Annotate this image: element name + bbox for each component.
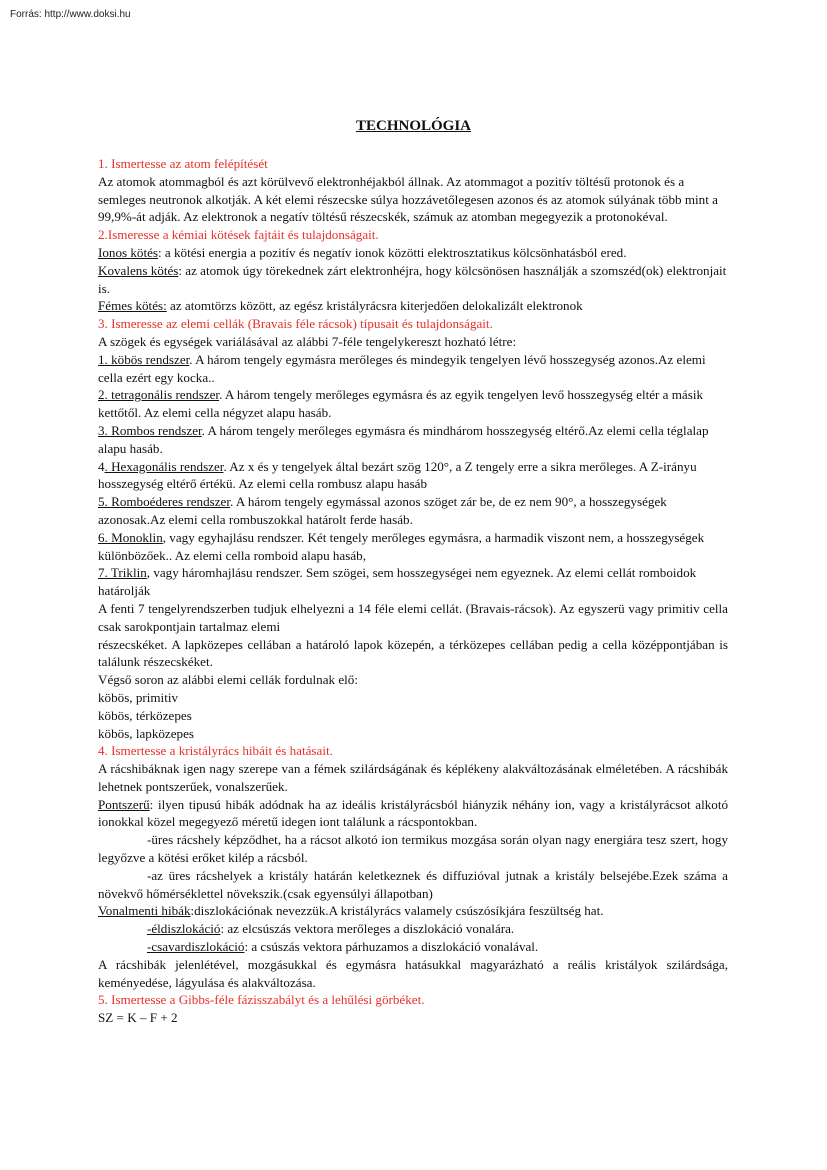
bravais-paragraph-2: részecskéket. A lapközepes cellában a határoló lapok közepén, a térközepes cellában pedig a cella középpontjában is találunk részecskéket. bbox=[98, 636, 728, 670]
point-defects-term: Pontszerű bbox=[98, 796, 150, 812]
system-term: 5. Romboéderes rendszer bbox=[98, 494, 230, 510]
question-5-heading: 5. Ismertesse a Gibbs-féle fázisszabályt és a lehűlési görbéket. bbox=[98, 992, 425, 1008]
screw-dislocation bbox=[98, 938, 728, 956]
cells-intro: Végső soron az alábbi elemi cellák fordulnak elő: bbox=[98, 672, 358, 688]
bond-item bbox=[98, 297, 728, 315]
point-defects bbox=[98, 796, 728, 832]
page-title: TECHNOLÓGIA bbox=[355, 118, 472, 134]
bravais-paragraph-1: A fenti 7 tengelyrendszerben tudjuk elhelyezni a 14 féle elemi cellát. (Bravais-rácsok). Az egyszerü vagy primitiv cella csak sarokpontjain tartalmaz elemi bbox=[98, 600, 728, 634]
bond-item bbox=[98, 262, 728, 298]
crystal-system bbox=[98, 493, 728, 529]
system-text: . A három tengely egymással azonos szöget zár be, de ez nem 90°, a hosszegységek azonosak.Az elemi cella rombuszokkal határolt ferde hasáb. bbox=[98, 494, 667, 527]
system-term: 7. Triklin bbox=[98, 565, 147, 581]
vacancy-text: -üres rácshely képződhet, ha a rácsot alkotó ion termikus mozgása során olyan nagy energiára tesz szert, hogy legyőzve a kötési erőket kilép a rácsból. bbox=[98, 832, 728, 866]
bond-item bbox=[98, 244, 728, 262]
bond-term: Fémes kötés: bbox=[98, 298, 167, 314]
crystal-system bbox=[98, 458, 728, 494]
edge-dislocation-term: -éldiszlokáció bbox=[147, 921, 221, 937]
system-term: 2. tetragonális rendszer bbox=[98, 387, 220, 403]
question-1-heading: 1. Ismertesse az atom felépítését bbox=[98, 156, 268, 171]
screw-dislocation-term: -csavardiszlokáció bbox=[147, 939, 245, 955]
edge-dislocation-text: : az elcsúszás vektora merőleges a diszlokáció vonalára. bbox=[220, 921, 515, 937]
question-1-answer: Az atomok atommagból és azt körülvevő elektronhéjakból állnak. Az atommagot a pozitív töltésű protonok és a semleges neutronok alkotják. A két elemi részecske súlya hozzávetőlegesen azonos és az atomok súlyának több mint a 99,9%-át adják. Az elektronok a negatív töltésű részecskék, számuk az atomban megegyezik a protonokéval. bbox=[98, 173, 718, 225]
bond-text: : a kötési energia a pozitív és negatív ionok közötti elektrosztatikus kölcsönhatásból ered. bbox=[158, 244, 627, 260]
system-number: 4 bbox=[98, 458, 105, 474]
defects-conclusion: A rácshibák jelenlétével, mozgásukkal és egymásra hatásukkal magyarázható a reális kristályok szilárdsága, keményedése, lágyulása és alakváltozása. bbox=[98, 956, 728, 990]
point-defects-text: : ilyen tipusú hibák adódnak ha az ideális kristályrácsból hiányzik néhány ion, vagy a kristályrácsot alkotó ionokkal közel megegyező méretű idegen iont találunk a rácspontokban. bbox=[98, 796, 728, 830]
gibbs-formula: SZ = K – F + 2 bbox=[98, 1010, 178, 1026]
system-text: . A három tengely merőleges egymásra és az egyik tengelyen levő hosszegység eltér a másik kettőtől. Az elemi cella négyzet alapu hasáb. bbox=[98, 387, 704, 421]
cell-type: köbös, térközepes bbox=[98, 707, 192, 723]
defects-intro: A rácshibáknak igen nagy szerepe van a fémek szilárdságának és képlékeny alakváltozásának elméletében. A rácshibák lehetnek pontszerűek, vonalszerűek. bbox=[98, 761, 728, 794]
cell-type: köbös, lapközepes bbox=[98, 725, 194, 741]
crystal-system bbox=[98, 564, 728, 600]
system-text: . Az x és y tengelyek által bezárt szög 120°, a Z tengely erre a sikra merőleges. A Z-irányu hosszegység eltérő értékü. Az elemi cella rombusz alapu hasáb bbox=[98, 458, 697, 492]
bond-term: Kovalens kötés bbox=[98, 262, 179, 278]
system-text: , vagy egyhajlásu rendszer. Két tengely merőleges egymásra, a harmadik viszont nem, a hosszegységek különbözőek.. Az elemi cella romboid alapu hasáb, bbox=[98, 529, 705, 563]
system-text: . A három tengely merőleges egymásra és mindhárom hosszegység eltérő.Az elemi cella téglalap alapu hasáb. bbox=[98, 422, 709, 456]
bond-text: : az atomok úgy törekednek zárt elektronhéjra, hogy kölcsönösen használják a szomszéd(ok) elektronjait is. bbox=[98, 262, 727, 296]
system-term: 6. Monoklin bbox=[98, 529, 163, 545]
line-defects-text: :diszlokációnak nevezzük.A kristályrács valamely csúszósíkjára feszültség hat. bbox=[190, 903, 604, 919]
bond-text: az atomtörzs között, az egész kristályrácsra kiterjedően delokalizált elektronok bbox=[166, 298, 583, 314]
line-defects bbox=[98, 902, 728, 920]
crystal-system bbox=[98, 422, 728, 458]
question-4-heading: 4. Ismertesse a kristályrács hibáit és hatásait. bbox=[98, 743, 333, 759]
source-url: Forrás: http://www.doksi.hu bbox=[10, 9, 131, 20]
question-3-heading: 3. Ismeresse az elemi cellák (Bravais féle rácsok) típusait és tulajdonságait. bbox=[98, 316, 493, 332]
bond-term: Ionos kötés bbox=[98, 244, 159, 260]
document-body bbox=[98, 155, 728, 1027]
crystal-system bbox=[98, 386, 728, 422]
edge-dislocation bbox=[98, 920, 728, 938]
system-term: 3. Rombos rendszer bbox=[98, 422, 202, 438]
system-term: . Hexagonális rendszer bbox=[104, 458, 224, 474]
crystal-intro: A szögek és egységek variálásával az alábbi 7-féle tengelykereszt hozható létre: bbox=[98, 333, 517, 349]
system-term: 1. köbös rendszer bbox=[98, 351, 190, 367]
diffusion-text: -az üres rácshelyek a kristály határán keletkeznek és diffuzióval jutnak a kristály belsejébe.Ezek száma a növekvő hőmérséklettel növekszik.(csak egyensúlyi állapotban) bbox=[98, 867, 728, 901]
cell-type: köbös, primitiv bbox=[98, 689, 179, 705]
question-2-heading: 2.Ismeresse a kémiai kötések fajtáit és tulajdonságait. bbox=[98, 227, 379, 243]
system-text: . A három tengely egymásra merőleges és mindegyik tengelyen lévő hosszegység azonos.Az elemi cella ezért egy kocka.. bbox=[98, 351, 706, 385]
screw-dislocation-text: : a csúszás vektora párhuzamos a diszlokáció vonalával. bbox=[244, 939, 539, 955]
crystal-system bbox=[98, 529, 728, 565]
crystal-system bbox=[98, 351, 728, 387]
system-text: , vagy háromhajlásu rendszer. Sem szögei, sem hosszegységei nem egyeznek. Az elemi cellát romboidok határolják bbox=[98, 565, 697, 599]
line-defects-term: Vonalmenti hibák bbox=[98, 903, 191, 919]
